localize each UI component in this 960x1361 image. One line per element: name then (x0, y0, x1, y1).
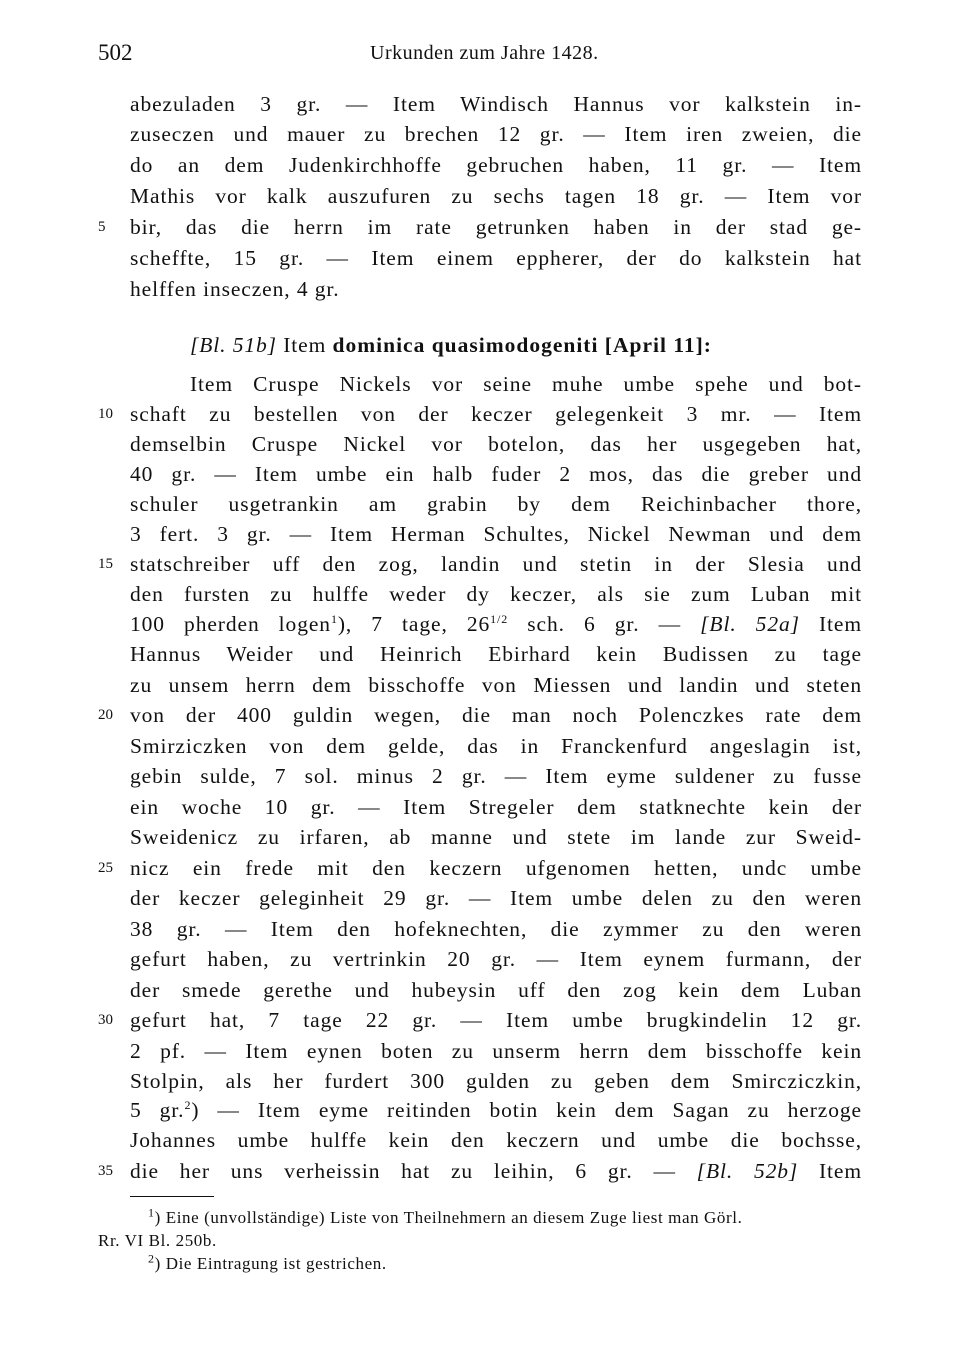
line-text: gebin sulde, 7 sol. minus 2 gr. — Item eyme suldener zu fusse (130, 764, 862, 788)
line-text: 40 gr. — Item umbe ein halb fuder 2 mos, das die greber und (130, 462, 862, 486)
line-text: abezuladen 3 gr. — Item Windisch Hannus vor kalkstein in- (130, 92, 862, 116)
footnote-rule (130, 1196, 214, 1197)
page-header (98, 40, 862, 74)
line-text: 100 pherden logen$^1$), 7 tage, $26^{1/2}$ sch. 6 gr. — [Bl. 52a] Item (130, 611, 863, 636)
line-text: nicz ein frede mit den keczern ufgenomen hetten, undc umbe (130, 855, 862, 880)
line-text: gefurt haben, zu vertrinkin 20 gr. — Item eynem furmann, der (130, 947, 862, 971)
footnote-2: $^2$) Die Eintragung ist gestrichen. (148, 1251, 387, 1273)
section-heading (190, 330, 820, 360)
line-text: scheffte, 15 gr. — Item einem eppherer, der do kalkstein hat (130, 246, 862, 270)
footnote-marker: 1 (148, 1205, 155, 1220)
line-number: 25 (98, 859, 113, 876)
footnote-1: $^1$) Eine (unvollständige) Liste von Theilnehmern an diesem Zuge liest man Görl. (148, 1205, 743, 1227)
line-text: Stolpin, als her furdert 300 gulden zu geben dem Smircziczkin, (130, 1069, 862, 1093)
folio-reference: [Bl. 52b] (696, 1159, 799, 1183)
line-text: schaft zu bestellen von der keczer gelegenkeit 3 mr. — Item (130, 402, 862, 426)
line-text: demselbin Cruspe Nickel vor botelon, das her usgegeben hat, (130, 432, 862, 456)
line-text: schuler usgetrankin am grabin by dem Reichinbacher thore, (130, 492, 862, 516)
line-text: Johannes umbe hulffe kein den keczern und umbe die bochsse, (130, 1128, 862, 1152)
line-number: 35 (98, 1163, 113, 1179)
footnote-1-continued: Rr. VI Bl. 250b. (98, 1231, 217, 1250)
line-text: zuseczen und mauer zu brechen 12 gr. — Item iren zweien, die (130, 122, 862, 146)
line-text: Sweidenicz zu irfaren, ab manne und stete im lande zur Sweid- (130, 825, 862, 849)
line-text: helffen inseczen, 4 gr. (130, 277, 340, 301)
line-number: 5 (98, 219, 106, 235)
folio-reference: [Bl. 52a] (700, 612, 800, 636)
line-text: bir, das die herrn im rate getrunken haben in der stad ge- (130, 215, 862, 239)
line-text: 2 pf. — Item eynen boten zu unserm herrn dem bisschoffe kein (130, 1038, 862, 1063)
page-number: 502 (98, 40, 133, 65)
line-text: der smede gerethe und hubeysin uff den zog kein dem Luban (130, 977, 862, 1002)
line-text: 38 gr. — Item den hofeknechten, die zymmer zu den weren (130, 916, 862, 941)
line-text: gefurt hat, 7 tage 22 gr. — Item umbe brugkindelin 12 gr. (130, 1008, 862, 1032)
footnote-marker: 2 (184, 1097, 192, 1112)
line-text: 3 fert. 3 gr. — Item Herman Schultes, Nickel Newman und dem (130, 522, 862, 546)
line-text: do an dem Judenkirchhoffe gebruchen haben, 11 gr. — Item (130, 153, 862, 177)
footnote-marker: 2 (148, 1251, 155, 1266)
line-text: von der 400 guldin wegen, die man noch Polenczkes rate dem (130, 703, 862, 727)
line-text: ein woche 10 gr. — Item Stregeler dem statknechte kein der (130, 794, 862, 819)
folio-reference: [Bl. 51b] (190, 333, 277, 357)
line-text: Hannus Weider und Heinrich Ebirhard kein Budissen zu tage (130, 642, 862, 666)
footnote-marker: 1 (330, 611, 338, 626)
heading-date: dominica quasimodogeniti [April 11]: (332, 333, 712, 357)
line-text: statschreiber uff den zog, landin und stetin in der Slesia und (130, 552, 862, 576)
line-text: der keczer geleginheit 29 gr. — Item umbe delen zu den weren (130, 886, 862, 910)
line-number: 10 (98, 406, 113, 422)
running-head: Urkunden zum Jahre 1428. (370, 42, 599, 64)
line-number: 15 (98, 556, 113, 572)
line-text: die her uns verheissin hat zu leihin, 6 gr. — [Bl. 52b] Item (130, 1159, 862, 1183)
line-text: den fursten zu hulffe weder dy keczer, als sie zum Luban mit (130, 582, 862, 606)
heading-item: Item (283, 333, 327, 357)
line-text: zu unsem herrn dem bisschoffe von Miessen und landin und steten (130, 672, 862, 697)
line-number: 20 (98, 707, 113, 723)
line-text: 5 gr.$^2$) — Item eyme reitinden botin kein dem Sagan zu herzoge (130, 1097, 862, 1122)
line-number: 30 (98, 1012, 113, 1028)
line-text: Item Cruspe Nickels vor seine muhe umbe spehe und bot- (190, 372, 862, 396)
line-text: Mathis vor kalk auszufuren zu sechs tagen 18 gr. — Item vor (130, 184, 862, 208)
line-text: Smirziczken von dem gelde, das in Franckenfurd angeslagin ist, (130, 733, 862, 758)
